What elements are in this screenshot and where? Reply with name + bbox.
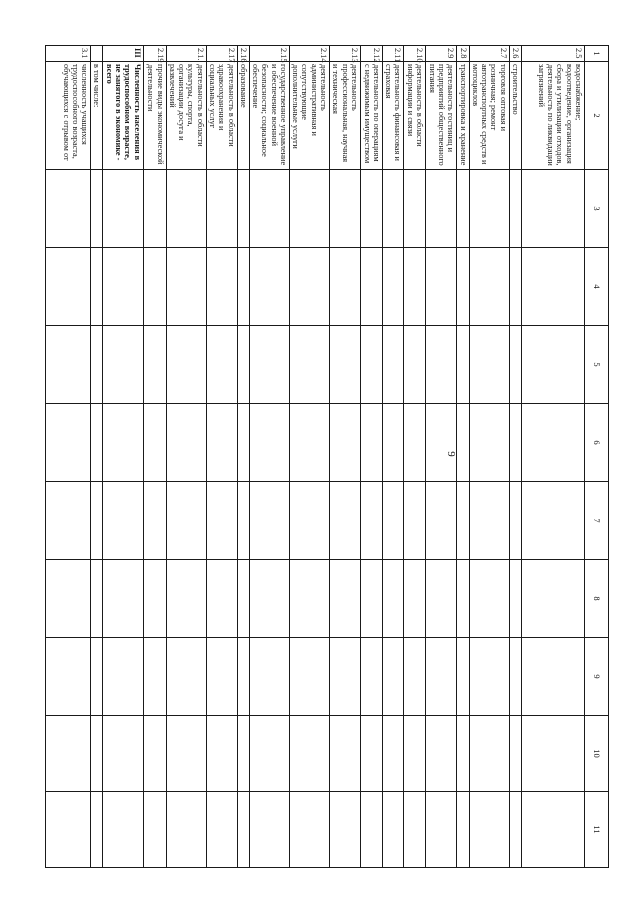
row-code-cell [91, 46, 103, 62]
row-code-cell: 2.5 [522, 46, 585, 62]
row-code-cell: 2.14 [289, 46, 329, 62]
table-row [237, 46, 249, 868]
empty-value-cell [46, 248, 91, 326]
empty-value-cell [237, 326, 249, 404]
empty-value-cell [237, 482, 249, 560]
table-row [206, 46, 237, 868]
row-code-cell: 2.7 [469, 46, 509, 62]
empty-value-cell [509, 248, 521, 326]
empty-value-cell [457, 326, 469, 404]
empty-value-cell [289, 170, 329, 248]
empty-value-cell [522, 170, 585, 248]
empty-value-cell [237, 638, 249, 716]
empty-value-cell [249, 716, 289, 792]
empty-value-cell [426, 170, 457, 248]
empty-value-cell [46, 482, 91, 560]
empty-value-cell [522, 248, 585, 326]
column-header: 5 [585, 326, 609, 404]
empty-value-cell [522, 792, 585, 868]
empty-value-cell [469, 248, 509, 326]
empty-value-cell [360, 170, 382, 248]
empty-value-cell [289, 482, 329, 560]
header-row [585, 46, 609, 868]
empty-value-cell [91, 248, 103, 326]
empty-value-cell [237, 404, 249, 482]
empty-value-cell [457, 170, 469, 248]
empty-value-cell [360, 404, 382, 482]
empty-value-cell [237, 560, 249, 638]
empty-value-cell [166, 326, 206, 404]
table-row [457, 46, 469, 868]
empty-value-cell [469, 326, 509, 404]
row-code-cell: 2.10 [404, 46, 426, 62]
empty-value-cell [469, 792, 509, 868]
empty-value-cell [426, 404, 457, 482]
column-header: 1 [585, 46, 609, 62]
empty-value-cell [46, 638, 91, 716]
row-name-cell: в том числе: [91, 62, 103, 170]
empty-value-cell [469, 482, 509, 560]
empty-value-cell [382, 792, 404, 868]
empty-value-cell [46, 326, 91, 404]
row-code-cell: 2.13 [330, 46, 361, 62]
empty-value-cell [166, 560, 206, 638]
empty-value-cell [509, 404, 521, 482]
empty-value-cell [103, 638, 143, 716]
row-name-cell: образование [237, 62, 249, 170]
empty-value-cell [457, 404, 469, 482]
empty-value-cell [237, 170, 249, 248]
empty-value-cell [426, 326, 457, 404]
empty-value-cell [166, 638, 206, 716]
empty-value-cell [382, 638, 404, 716]
empty-value-cell [522, 716, 585, 792]
empty-value-cell [103, 482, 143, 560]
table-row [509, 46, 521, 868]
page-number: 9 [444, 451, 457, 457]
empty-value-cell [289, 404, 329, 482]
empty-value-cell [289, 638, 329, 716]
empty-value-cell [206, 326, 237, 404]
empty-value-cell [457, 638, 469, 716]
table-row [404, 46, 426, 868]
empty-value-cell [103, 792, 143, 868]
empty-value-cell [509, 792, 521, 868]
empty-value-cell [249, 792, 289, 868]
empty-value-cell [143, 560, 166, 638]
column-header: 9 [585, 638, 609, 716]
column-header: 8 [585, 560, 609, 638]
empty-value-cell [360, 248, 382, 326]
table-row [46, 46, 91, 868]
table-body [46, 46, 609, 868]
empty-value-cell [330, 560, 361, 638]
empty-value-cell [509, 638, 521, 716]
empty-value-cell [46, 404, 91, 482]
empty-value-cell [330, 248, 361, 326]
empty-value-cell [509, 326, 521, 404]
empty-value-cell [404, 560, 426, 638]
row-code-cell: 2.8 [457, 46, 469, 62]
table-row [360, 46, 382, 868]
row-name-cell: торговля оптовая и розничная; ремонт автотранспортных средств и мотоциклов [469, 62, 509, 170]
empty-value-cell [469, 638, 509, 716]
empty-value-cell [522, 482, 585, 560]
table-container [61, 45, 609, 867]
data-table [45, 45, 609, 868]
empty-value-cell [206, 560, 237, 638]
empty-value-cell [382, 560, 404, 638]
empty-value-cell [166, 482, 206, 560]
row-name-cell: деятельность административная и сопутствующие дополнительные услуги [289, 62, 329, 170]
empty-value-cell [91, 482, 103, 560]
empty-value-cell [509, 170, 521, 248]
empty-value-cell [289, 560, 329, 638]
empty-value-cell [143, 248, 166, 326]
empty-value-cell [426, 638, 457, 716]
row-code-cell: 2.11 [382, 46, 404, 62]
empty-value-cell [289, 716, 329, 792]
empty-value-cell [206, 170, 237, 248]
row-code-cell: 3.1 [46, 46, 91, 62]
empty-value-cell [206, 638, 237, 716]
row-code-cell: 2.19 [143, 46, 166, 62]
empty-value-cell [289, 326, 329, 404]
empty-value-cell [404, 792, 426, 868]
empty-value-cell [457, 792, 469, 868]
empty-value-cell [360, 638, 382, 716]
empty-value-cell [522, 326, 585, 404]
column-header: 4 [585, 248, 609, 326]
empty-value-cell [91, 170, 103, 248]
empty-value-cell [382, 170, 404, 248]
empty-value-cell [426, 716, 457, 792]
empty-value-cell [103, 326, 143, 404]
empty-value-cell [404, 170, 426, 248]
empty-value-cell [382, 482, 404, 560]
empty-value-cell [360, 792, 382, 868]
table-row [143, 46, 166, 868]
empty-value-cell [382, 716, 404, 792]
table-row [166, 46, 206, 868]
empty-value-cell [206, 482, 237, 560]
empty-value-cell [469, 404, 509, 482]
empty-value-cell [237, 716, 249, 792]
empty-value-cell [103, 248, 143, 326]
empty-value-cell [143, 170, 166, 248]
empty-value-cell [46, 170, 91, 248]
empty-value-cell [330, 482, 361, 560]
empty-value-cell [330, 170, 361, 248]
row-name-cell: водоснабжение; водоотведение, организация сбора и утилизации отходов, деятельность по ликвидации загрязнений [522, 62, 585, 170]
empty-value-cell [330, 792, 361, 868]
empty-value-cell [360, 716, 382, 792]
empty-value-cell [249, 482, 289, 560]
empty-value-cell [237, 248, 249, 326]
table-row [426, 46, 457, 868]
row-name-cell: деятельность профессиональная, научная и техническая [330, 62, 361, 170]
row-name-cell: транспортировка и хранение [457, 62, 469, 170]
empty-value-cell [404, 404, 426, 482]
empty-value-cell [143, 638, 166, 716]
empty-value-cell [143, 716, 166, 792]
empty-value-cell [143, 482, 166, 560]
empty-value-cell [330, 638, 361, 716]
empty-value-cell [522, 638, 585, 716]
empty-value-cell [46, 792, 91, 868]
empty-value-cell [166, 248, 206, 326]
empty-value-cell [330, 716, 361, 792]
empty-value-cell [426, 560, 457, 638]
empty-value-cell [143, 326, 166, 404]
empty-value-cell [166, 170, 206, 248]
empty-value-cell [103, 404, 143, 482]
empty-value-cell [91, 404, 103, 482]
empty-value-cell [426, 792, 457, 868]
table-row [522, 46, 585, 868]
table-row [91, 46, 103, 868]
empty-value-cell [249, 560, 289, 638]
row-name-cell: деятельность финансовая и страховая [382, 62, 404, 170]
empty-value-cell [289, 248, 329, 326]
row-code-cell: 2.12 [360, 46, 382, 62]
empty-value-cell [469, 560, 509, 638]
empty-value-cell [166, 404, 206, 482]
row-name-cell: прочие виды экономической деятельности [143, 62, 166, 170]
empty-value-cell [522, 404, 585, 482]
empty-value-cell [360, 482, 382, 560]
table-row [469, 46, 509, 868]
empty-value-cell [206, 716, 237, 792]
row-code-cell: III [103, 46, 143, 62]
empty-value-cell [249, 404, 289, 482]
empty-value-cell [360, 560, 382, 638]
table-row [330, 46, 361, 868]
empty-value-cell [509, 560, 521, 638]
empty-value-cell [91, 638, 103, 716]
column-header: 3 [585, 170, 609, 248]
empty-value-cell [143, 404, 166, 482]
empty-value-cell [206, 792, 237, 868]
row-name-cell: численность учащихся трудоспособного возраста, обучающихся с отрывом от [46, 62, 91, 170]
empty-value-cell [249, 170, 289, 248]
empty-value-cell [249, 248, 289, 326]
empty-value-cell [426, 482, 457, 560]
table-row [382, 46, 404, 868]
table-row [103, 46, 143, 868]
empty-value-cell [206, 404, 237, 482]
empty-value-cell [206, 248, 237, 326]
row-code-cell: 2.15 [249, 46, 289, 62]
row-name-cell: государственное управление и обеспечение военной безопасности; социальное обеспечение [249, 62, 289, 170]
column-header: 2 [585, 62, 609, 170]
empty-value-cell [509, 716, 521, 792]
empty-value-cell [249, 638, 289, 716]
empty-value-cell [426, 248, 457, 326]
empty-value-cell [457, 248, 469, 326]
empty-value-cell [404, 248, 426, 326]
row-code-cell: 2.1. [166, 46, 206, 62]
empty-value-cell [237, 792, 249, 868]
empty-value-cell [382, 326, 404, 404]
table-row [289, 46, 329, 868]
column-header: 11 [585, 792, 609, 868]
empty-value-cell [382, 248, 404, 326]
empty-value-cell [330, 326, 361, 404]
empty-value-cell [404, 638, 426, 716]
empty-value-cell [404, 716, 426, 792]
empty-value-cell [103, 560, 143, 638]
empty-value-cell [166, 716, 206, 792]
empty-value-cell [330, 404, 361, 482]
empty-value-cell [46, 560, 91, 638]
empty-value-cell [143, 792, 166, 868]
row-code-cell: 2.16 [237, 46, 249, 62]
empty-value-cell [522, 560, 585, 638]
row-code-cell: 2.9 [426, 46, 457, 62]
empty-value-cell [404, 326, 426, 404]
empty-value-cell [382, 404, 404, 482]
empty-value-cell [91, 716, 103, 792]
row-name-cell: деятельность в области здравоохранения и социальных услуг [206, 62, 237, 170]
column-header: 7 [585, 482, 609, 560]
row-name-cell: деятельность по операциям с недвижимым имуществом [360, 62, 382, 170]
empty-value-cell [249, 326, 289, 404]
column-header: 10 [585, 716, 609, 792]
empty-value-cell [91, 560, 103, 638]
empty-value-cell [103, 170, 143, 248]
row-name-cell: Численность населения в трудоспособном возрасте, не занятого в экономике - всего [103, 62, 143, 170]
empty-value-cell [457, 482, 469, 560]
empty-value-cell [457, 560, 469, 638]
empty-value-cell [360, 326, 382, 404]
empty-value-cell [166, 792, 206, 868]
empty-value-cell [509, 482, 521, 560]
row-name-cell: строительство [509, 62, 521, 170]
row-name-cell: деятельность в области информации и связи [404, 62, 426, 170]
empty-value-cell [457, 716, 469, 792]
empty-value-cell [103, 716, 143, 792]
rotated-table-frame [61, 45, 609, 867]
row-code-cell: 2.6 [509, 46, 521, 62]
empty-value-cell [469, 170, 509, 248]
empty-value-cell [289, 792, 329, 868]
column-header: 6 [585, 404, 609, 482]
row-code-cell: 2.17 [206, 46, 237, 62]
empty-value-cell [46, 716, 91, 792]
row-name-cell: деятельность в области культуры, спорта, организации досуга и развлечений [166, 62, 206, 170]
empty-value-cell [404, 482, 426, 560]
row-name-cell: деятельность гостиниц и предприятий общественного питания [426, 62, 457, 170]
empty-value-cell [91, 792, 103, 868]
empty-value-cell [469, 716, 509, 792]
table-row [249, 46, 289, 868]
empty-value-cell [91, 326, 103, 404]
